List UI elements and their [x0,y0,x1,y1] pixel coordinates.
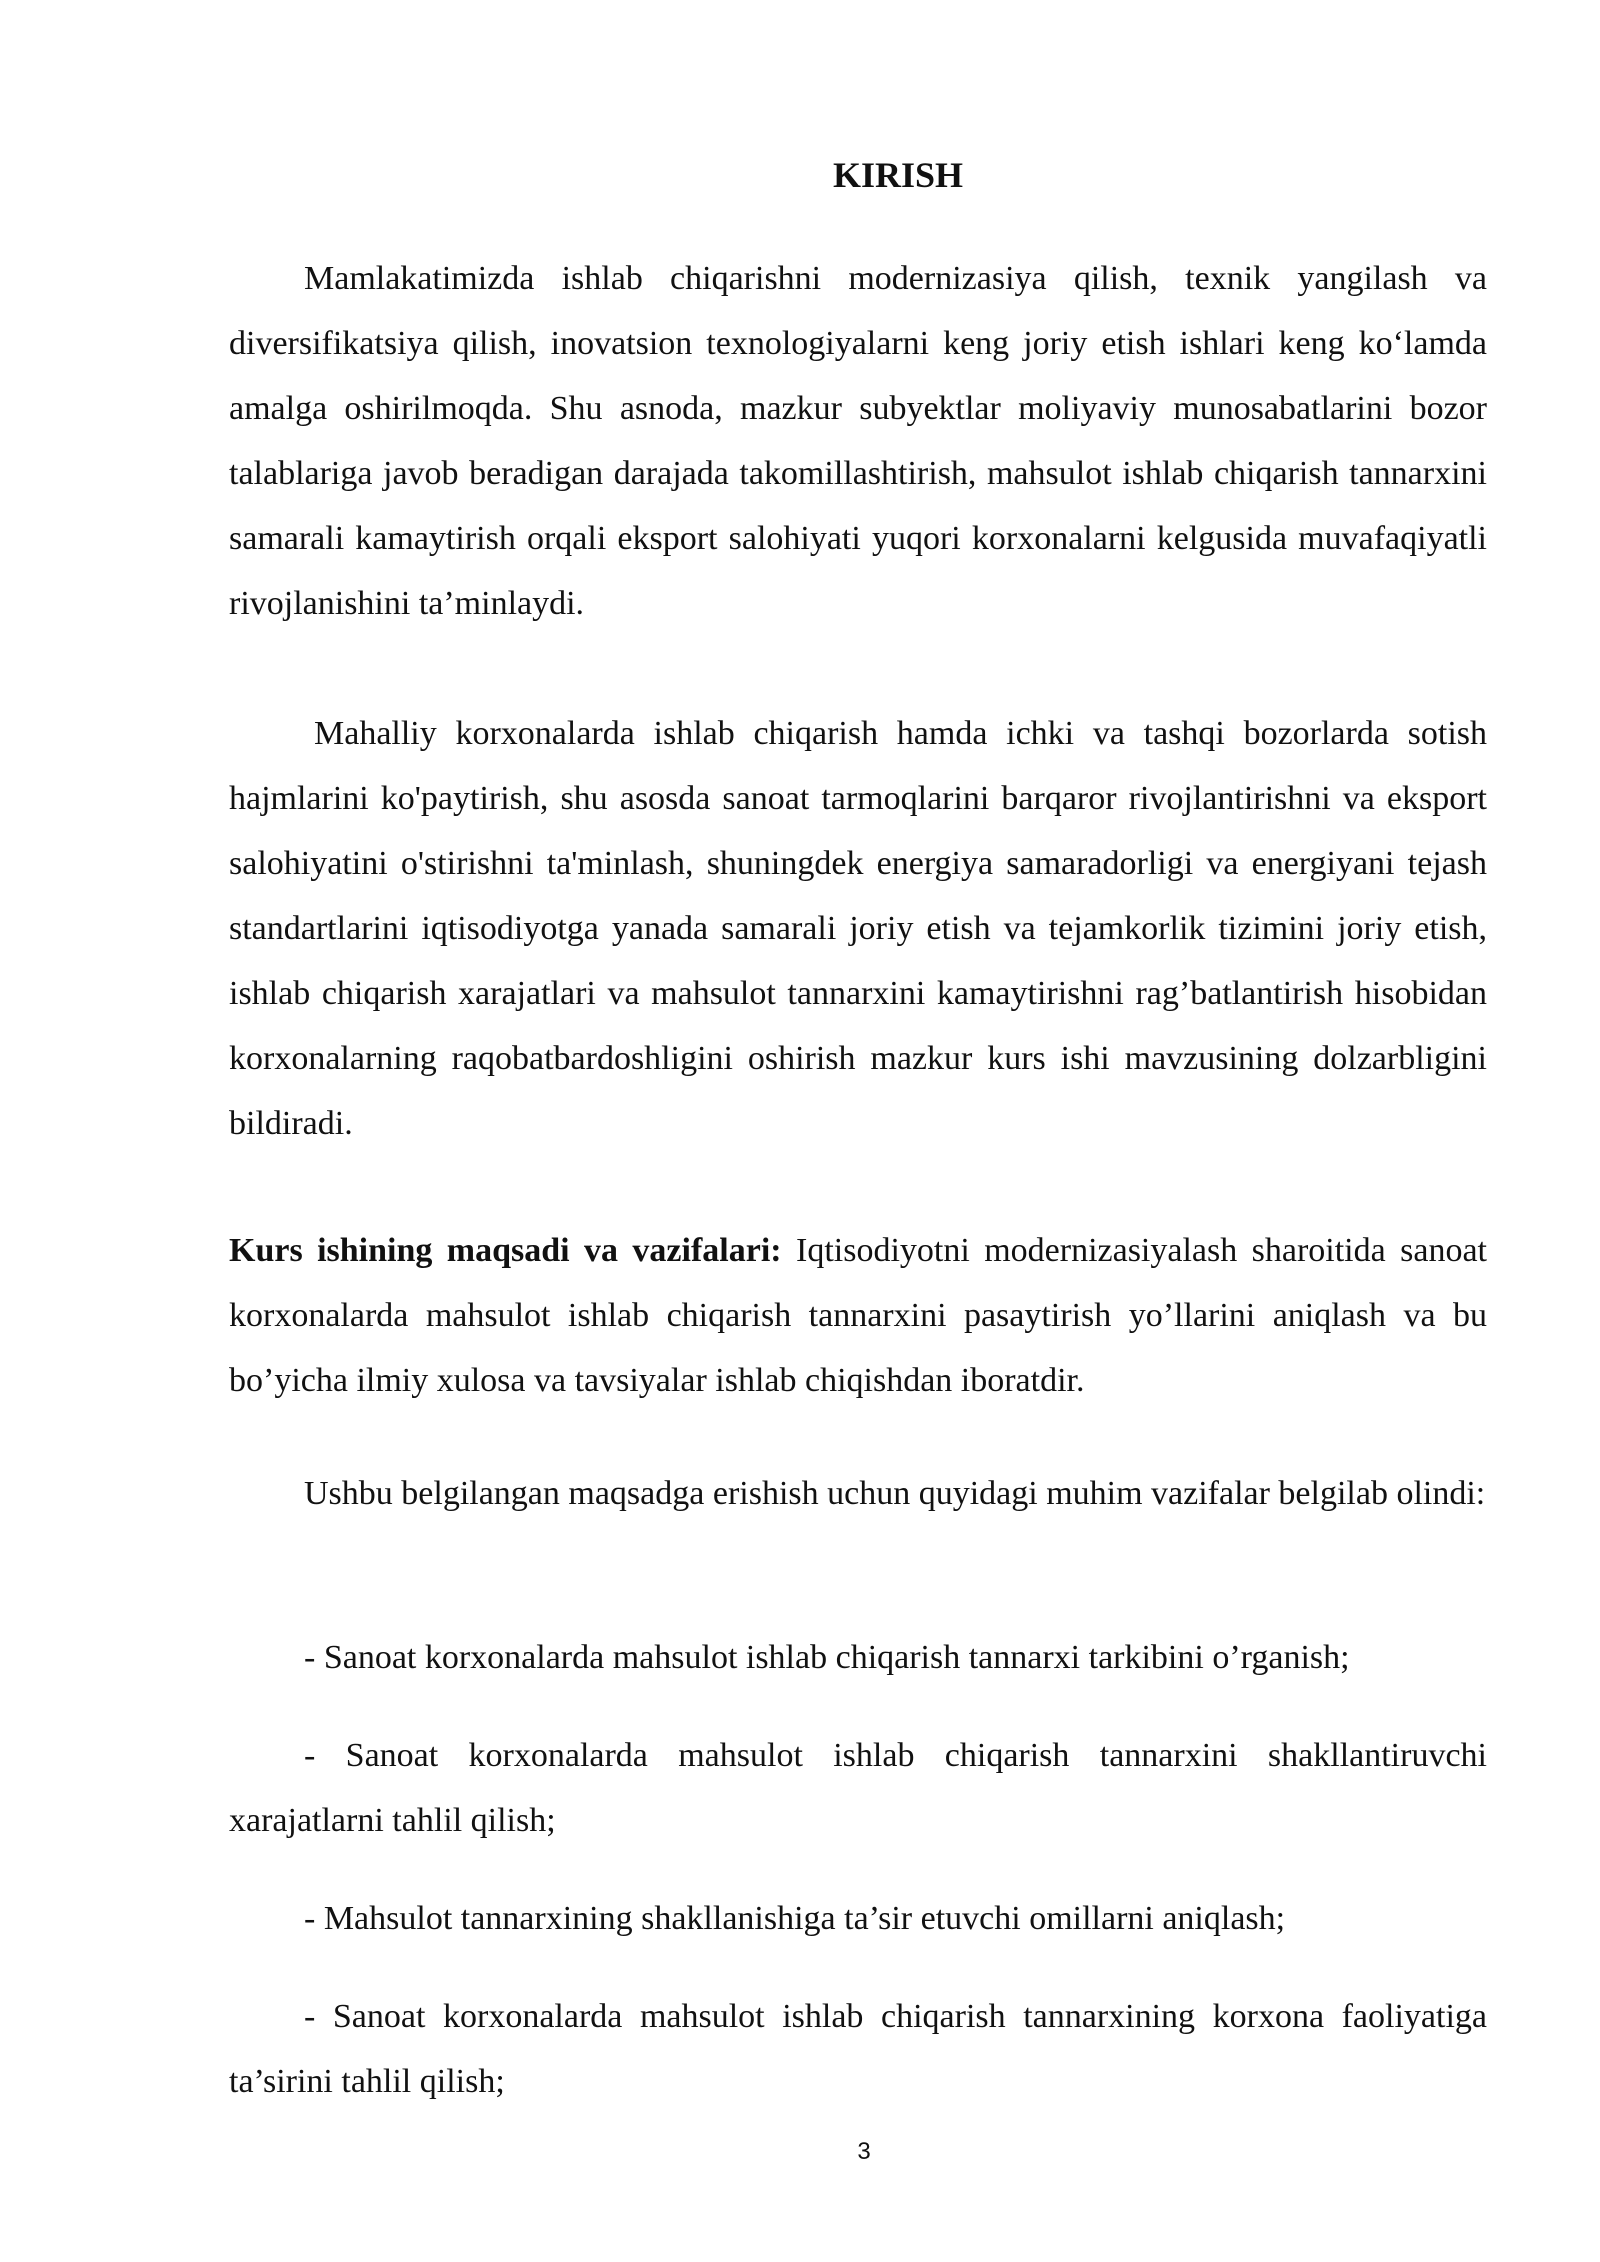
goal-label: Kurs ishining maqsadi va vazifalari: [229,1232,782,1269]
tasks-intro-paragraph: Ushbu belgilangan maqsadga erishish uchun quyidagi muhim vazifalar belgilab olindi: [304,1475,1486,1512]
task-item: - Sanoat korxonalarda mahsulot ishlab chiqarish tannarxining korxona faoliyatiga ta’sirini tahlil qilish; [229,1998,1487,2100]
intro-paragraph-2: Mahalliy korxonalarda ishlab chiqarish hamda ichki va tashqi bozorlarda sotish hajmlarini ko'paytirish, shu asosda sanoat tarmoqlarini barqaror rivojlantirishni va eksport salohiyatini o'stirishni ta'minlash, shuningdek energiya samaradorligi va energiyani tejash standartlarini iqtisodiyotga yanada samarali joriy etish va tejamkorlik tizimini joriy etish, ishlab chiqarish xarajatlari va mahsulot tannarxini kamaytirishni rag’batlantirish hisobidan korxonalarning raqobatbardoshligini oshirish mazkur kurs ishi mavzusining dolzarbligini bildiradi. [229,715,1487,1142]
goal-paragraph [229,1218,1487,1413]
goal-text: Iqtisodiyotni modernizasiyalash sharoitida sanoat korxonalarda mahsulot ishlab chiqarish tannarxini pasaytirish yo’llarini aniqlash va bu bo’yicha ilmiy xulosa va tavsiyalar ishlab chiqishdan iboratdir. [229,1232,1487,1399]
task-item: - Mahsulot tannarxining shakllanishiga ta’sir etuvchi omillarni aniqlash; [304,1900,1286,1937]
page-number: 3 [857,2138,871,2165]
task-item: - Sanoat korxonalarda mahsulot ishlab chiqarish tannarxini shakllantiruvchi xarajatlarni tahlil qilish; [229,1737,1487,1839]
intro-paragraph-1: Mamlakatimizda ishlab chiqarishni modernizasiya qilish, texnik yangilash va diversifikatsiya qilish, inovatsion texnologiyalarni keng joriy etish ishlari keng ko‘lamda amalga oshirilmoqda. Shu asnoda, mazkur subyektlar moliyaviy munosabatlarini bozor talablariga javob beradigan darajada takomillashtirish, mahsulot ishlab chiqarish tannarxini samarali kamaytirish orqali eksport salohiyati yuqori korxonalarni kelgusida muvafaqiyatli rivojlanishini ta’minlaydi. [229,260,1487,622]
section-title: KIRISH [832,155,964,195]
task-item: - Sanoat korxonalarda mahsulot ishlab chiqarish tannarxi tarkibini o’rganish; [304,1639,1350,1676]
